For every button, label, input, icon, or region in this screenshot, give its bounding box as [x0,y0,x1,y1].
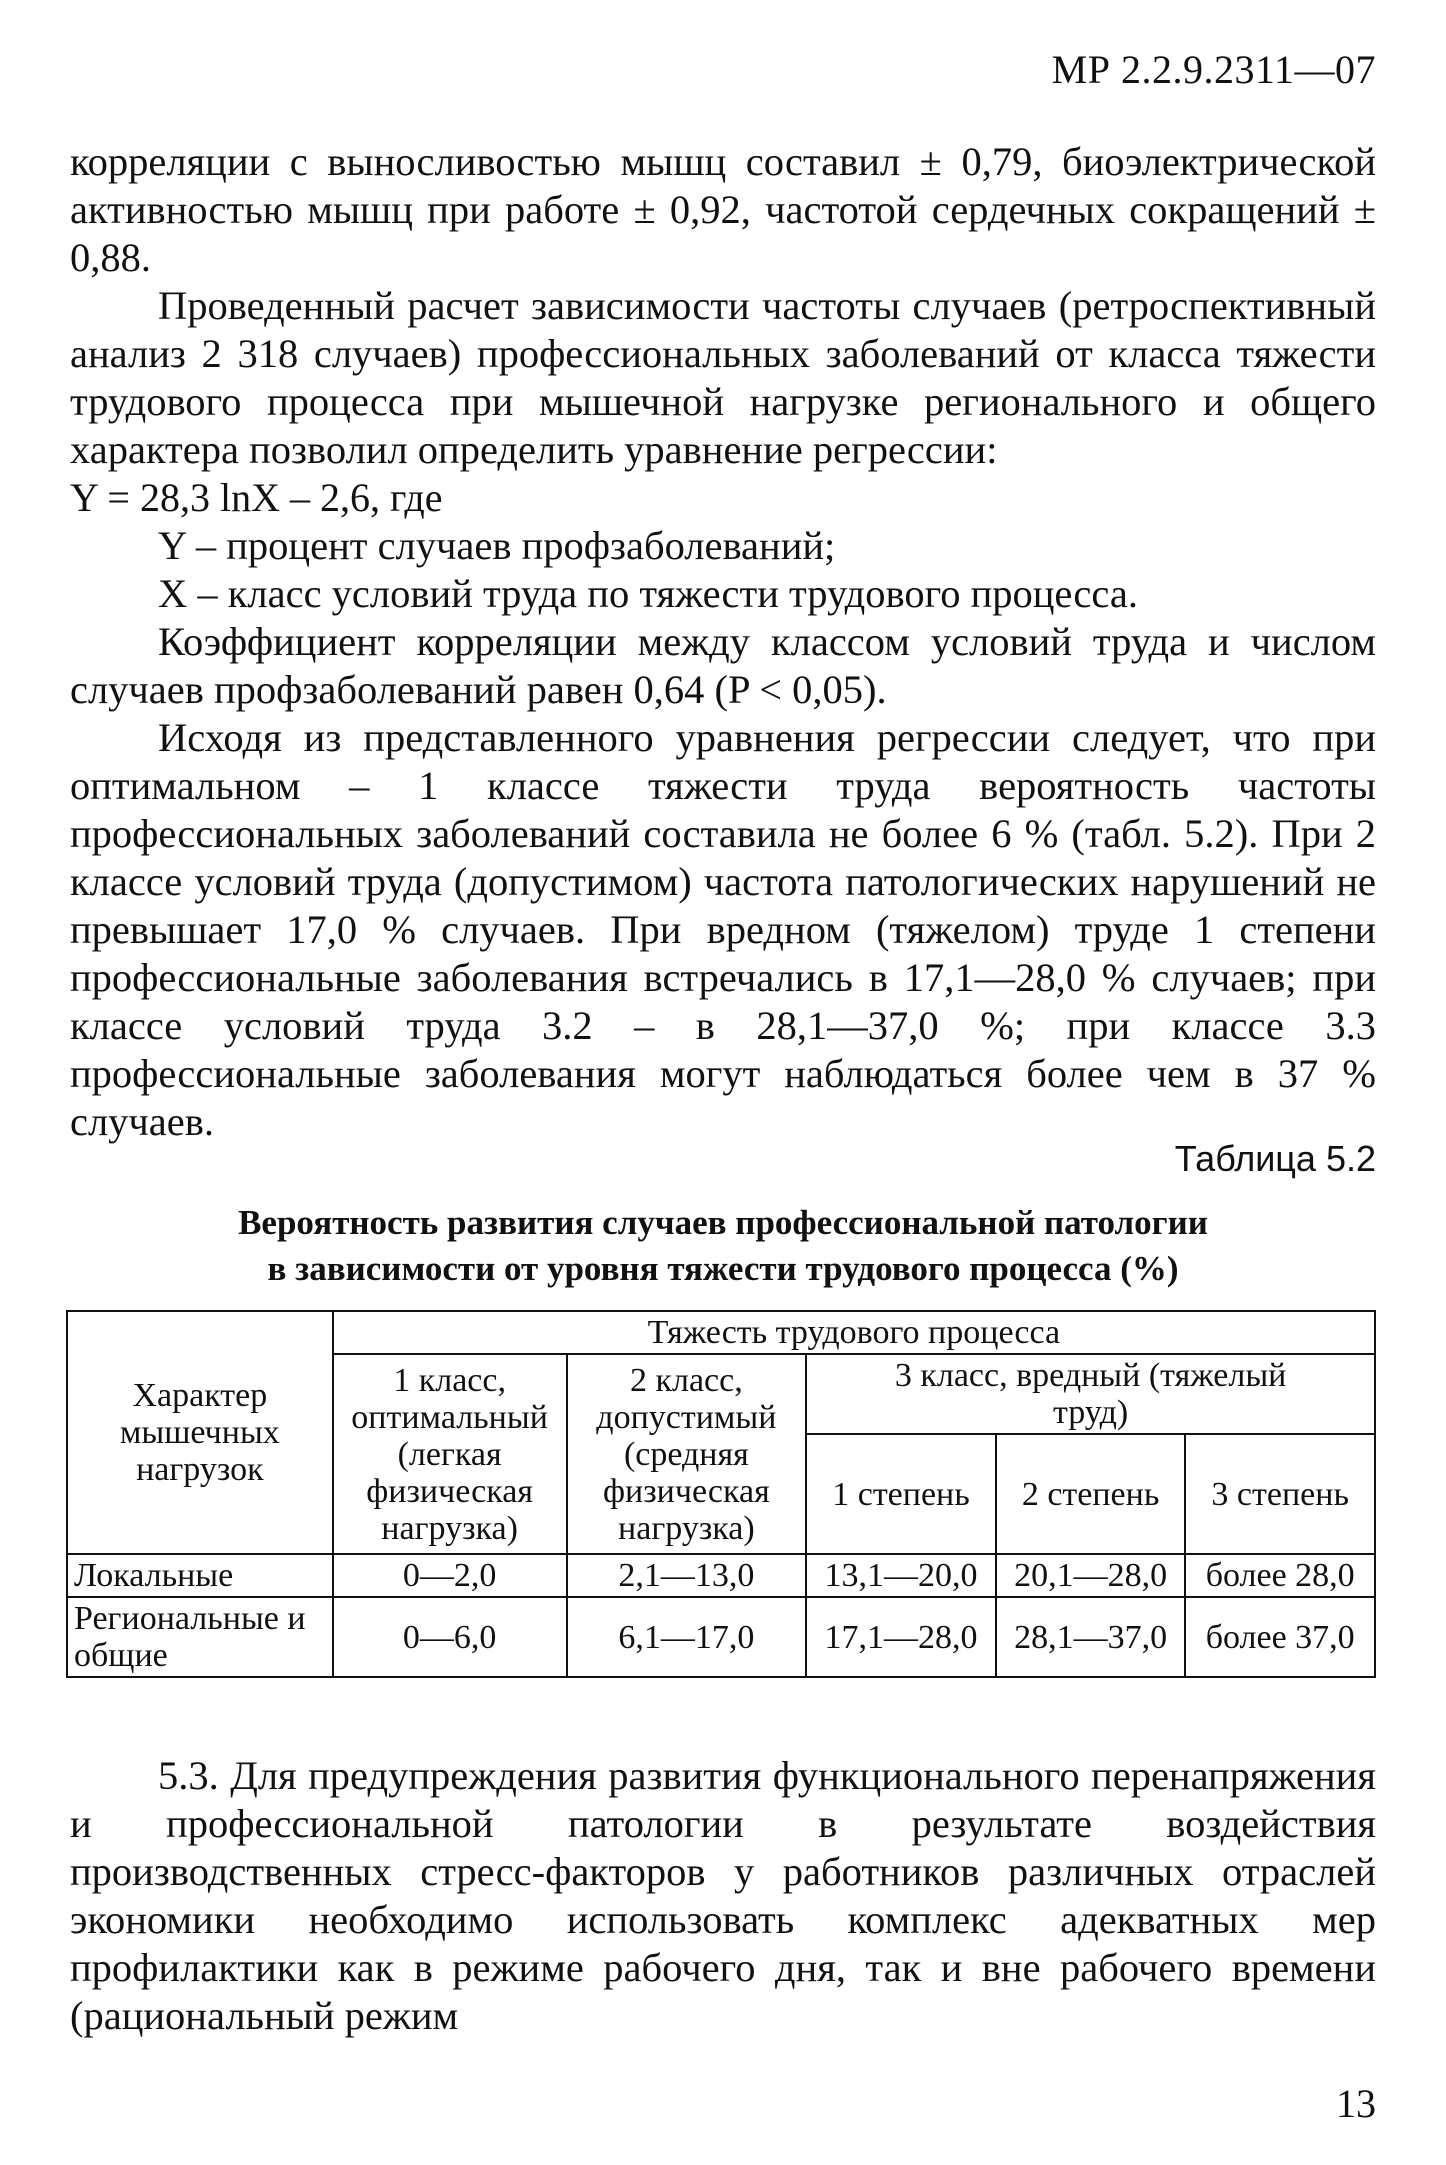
header-load-character: Характер мышечных нагрузок [67,1311,333,1554]
paragraph-correlation: корреляции с выносливостью мышц составил ± 0,79, биоэлектрической активностью мышц при работе ± 0,92, частотой сердечных сокращений ± 0,88. [70,139,1376,280]
table-caption: Таблица 5.2 [1174,1138,1376,1179]
header-degree-3: 3 степень [1185,1434,1375,1554]
cell-degree-2: 28,1—37,0 [996,1597,1186,1677]
cell-degree-3: более 28,0 [1185,1554,1375,1597]
probability-table [66,1310,1376,1678]
legend-y: Y – процент случаев профзаболеваний; [158,523,836,568]
header-severity-group: Тяжесть трудового процесса [333,1311,1375,1354]
header-class-1: 1 класс, оптимальный (легкая физическая нагрузка) [333,1354,567,1554]
row-label: Региональные и общие [67,1597,333,1677]
cell-degree-1: 13,1—20,0 [806,1554,996,1597]
header-degree-2: 2 степень [996,1434,1186,1554]
cell-degree-1: 17,1—28,0 [806,1597,996,1677]
header-degree-1: 1 степень [806,1434,996,1554]
table-header-row-1 [67,1311,1375,1354]
document-code-header: МР 2.2.9.2311—07 [1051,47,1376,92]
table-title-line2: в зависимости от уровня тяжести трудового процесса (%) [267,1249,1179,1288]
table-row [67,1597,1375,1677]
regression-formula: Y = 28,3 lnX – 2,6, где [70,475,443,520]
row-label: Локальные [67,1554,333,1597]
page-number: 13 [1336,2081,1376,2126]
paragraph-conclusion: Исходя из представленного уравнения регрессии следует, что при оптимальном – 1 классе тяжести труда вероятность частоты профессиональных заболеваний составила не более 6 % (табл. 5.2). При 2 классе условий труда (допустимом) частота патологических нарушений не превышает 17,0 % случаев. При вредном (тяжелом) труде 1 степени профессиональные заболевания встречались в 17,1—28,0 % случаев; при классе условий труда 3.2 – в 28,1—37,0 %; при классе 3.3 профессиональные заболевания могут наблюдаться более чем в 37 % случаев. [70,715,1376,1144]
header-class-2: 2 класс, допустимый (средняя физическая нагрузка) [567,1354,807,1554]
cell-class-1: 0—6,0 [333,1597,567,1677]
body-text-top [70,138,1376,1146]
body-text-bottom [70,1752,1376,2040]
table-title-line1: Вероятность развития случаев профессиональной патологии [238,1203,1208,1242]
cell-class-2: 6,1—17,0 [567,1597,807,1677]
paragraph-section-5-3: 5.3. Для предупреждения развития функционального перенапряжения и профессиональной патологии в результате воздействия производственных стресс-факторов у работников различных отраслей экономики необходимо использовать комплекс адекватных мер профилактики как в режиме рабочего дня, так и вне рабочего времени (рациональный режим [70,1753,1376,2038]
table-title [70,1200,1376,1292]
header-class-3: 3 класс, вредный (тяжелый труд) [806,1354,1375,1434]
paragraph-calculation: Проведенный расчет зависимости частоты случаев (ретроспективный анализ 2 318 случаев) профессиональных заболеваний от класса тяжести трудового процесса при мышечной нагрузке регионального и общего характера позволил определить уравнение регрессии: [70,283,1376,472]
cell-degree-2: 20,1—28,0 [996,1554,1186,1597]
table-row [67,1554,1375,1597]
cell-class-2: 2,1—13,0 [567,1554,807,1597]
cell-class-1: 0—2,0 [333,1554,567,1597]
legend-x: X – класс условий труда по тяжести трудового процесса. [158,571,1138,616]
cell-degree-3: более 37,0 [1185,1597,1375,1677]
paragraph-coefficient: Коэффициент корреляции между классом условий труда и числом случаев профзаболеваний равен 0,64 (P < 0,05). [70,619,1376,712]
